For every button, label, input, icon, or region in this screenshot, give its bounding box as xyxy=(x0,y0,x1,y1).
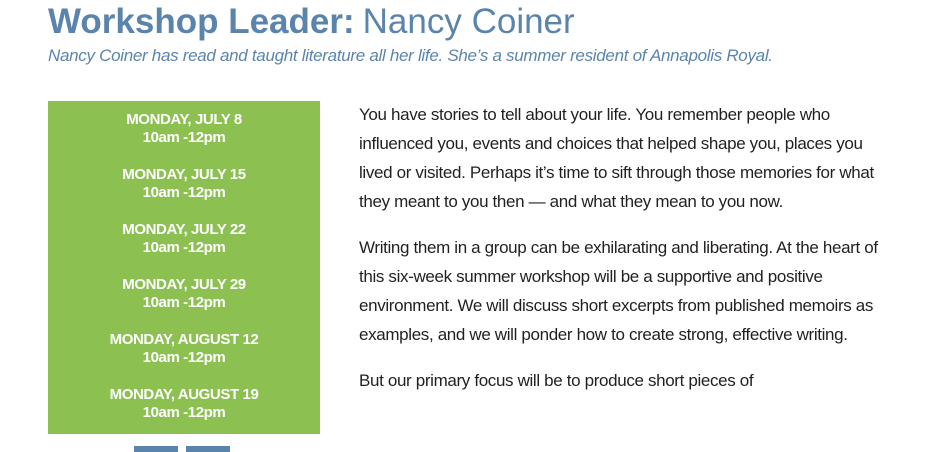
session-time: 10am -12pm xyxy=(142,129,226,146)
session-time: 10am -12pm xyxy=(142,239,226,256)
session-time: 10am -12pm xyxy=(142,404,226,421)
workshop-leader-heading xyxy=(48,0,575,44)
schedule-box xyxy=(48,101,320,434)
logo-segment xyxy=(186,446,230,452)
session-item xyxy=(48,166,320,202)
session-time: 10am -12pm xyxy=(142,184,226,201)
leader-bio: Nancy Coiner has read and taught literature all her life. She’s a summer resident of Annapolis Royal. xyxy=(48,46,773,65)
description-paragraph: But our primary focus will be to produce short pieces of xyxy=(359,371,754,390)
session-item xyxy=(48,331,320,367)
logo-segment xyxy=(134,446,178,452)
description-paragraph: Writing them in a group can be exhilarating and liberating. At the heart of this six-week summer workshop will be a supportive and positive environment. We will discuss short excerpts from published memoirs as examples, and we will ponder how to create strong, effective writing. xyxy=(359,238,878,344)
session-date: MONDAY, JULY 8 xyxy=(126,111,242,128)
session-date: MONDAY, AUGUST 19 xyxy=(109,386,259,403)
session-date: MONDAY, JULY 22 xyxy=(122,221,246,238)
session-item xyxy=(48,386,320,422)
description-paragraph: You have stories to tell about your life. You remember people who influenced you, events and choices that helped shape you, places you lived or visited. Perhaps it’s time to sift through those memories for what they meant to you then — and what they mean to you now. xyxy=(359,105,874,211)
session-item xyxy=(48,111,320,147)
logo-image xyxy=(134,446,232,452)
session-item xyxy=(48,276,320,312)
session-date: MONDAY, JULY 29 xyxy=(122,276,246,293)
heading-label: Workshop Leader: xyxy=(48,2,355,41)
session-date: MONDAY, JULY 15 xyxy=(122,166,246,183)
session-time: 10am -12pm xyxy=(142,294,226,311)
leader-name: Nancy Coiner xyxy=(362,2,575,41)
session-item xyxy=(48,221,320,257)
session-date: MONDAY, AUGUST 12 xyxy=(109,331,259,348)
workshop-description xyxy=(359,100,889,412)
session-time: 10am -12pm xyxy=(142,349,226,366)
